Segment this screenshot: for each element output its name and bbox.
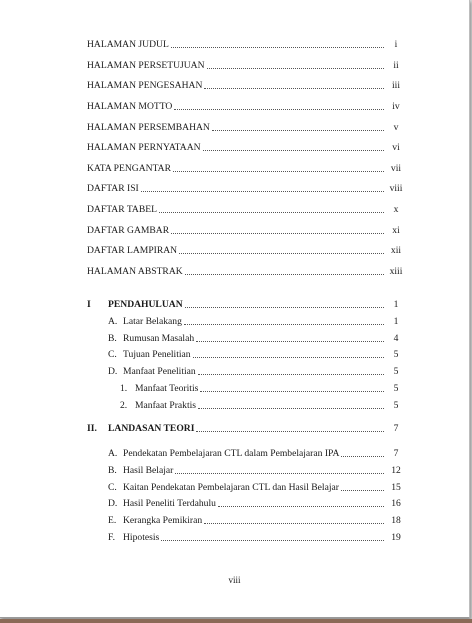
leader-dots <box>200 390 384 392</box>
toc-entry-page: iv <box>392 101 400 112</box>
toc-entry-title: DAFTAR ISI <box>87 183 139 194</box>
subsection-title: Manfaat Praktis <box>135 400 197 411</box>
leader-dots <box>174 108 384 110</box>
toc-entry-halaman-persembahan[interactable] <box>87 120 405 134</box>
section-page: 16 <box>391 498 401 509</box>
toc-entry-page: x <box>393 204 399 215</box>
toc-section-2c[interactable] <box>108 480 405 494</box>
section-page: 12 <box>391 465 401 476</box>
toc-entry-page: v <box>393 122 399 133</box>
leader-dots <box>198 373 384 375</box>
leader-dots <box>196 430 384 432</box>
toc-section-1c[interactable] <box>108 347 405 361</box>
chapter-title: PENDAHULUAN <box>108 299 183 310</box>
toc-entry-page: i <box>394 39 398 50</box>
section-title: Hipotesis <box>123 532 160 543</box>
toc-section-1d[interactable] <box>108 364 405 378</box>
section-letter: A. <box>108 316 118 327</box>
toc-entry-daftar-lampiran[interactable] <box>87 243 405 257</box>
toc-entry-daftar-tabel[interactable] <box>87 202 405 216</box>
toc-entry-title: HALAMAN PERSETUJUAN <box>87 60 205 71</box>
leader-dots <box>185 306 384 308</box>
toc-entry-kata-pengantar[interactable] <box>87 161 405 175</box>
toc-entry-halaman-abstrak[interactable] <box>87 264 405 278</box>
toc-entry-title: HALAMAN MOTTO <box>87 101 173 112</box>
toc-entry-page: iii <box>392 80 400 91</box>
section-page: 4 <box>393 333 399 344</box>
toc-section-1b[interactable] <box>108 331 405 345</box>
toc-entry-page: viii <box>389 183 403 194</box>
section-page: 5 <box>393 366 399 377</box>
section-page: 19 <box>391 532 401 543</box>
toc-subsection-1d1[interactable] <box>120 381 405 395</box>
toc-entry-page: vii <box>390 163 402 174</box>
leader-dots <box>171 232 384 234</box>
subsection-number: 2. <box>120 400 128 411</box>
leader-dots <box>161 539 384 541</box>
toc-entry-page: xi <box>392 225 400 236</box>
subsection-title: Manfaat Teoritis <box>135 383 199 394</box>
toc-entry-title: DAFTAR GAMBAR <box>87 225 170 236</box>
chapter-title: LANDASAN TEORI <box>108 423 195 434</box>
leader-dots <box>184 323 384 325</box>
section-letter: D. <box>108 498 118 509</box>
section-letter: A. <box>108 448 118 459</box>
section-page: 18 <box>391 515 401 526</box>
toc-chapter-2[interactable] <box>87 421 405 435</box>
toc-entry-title: DAFTAR LAMPIRAN <box>87 245 178 256</box>
section-page: 1 <box>393 316 399 327</box>
leader-dots <box>185 273 384 275</box>
toc-entry-daftar-gambar[interactable] <box>87 223 405 237</box>
section-letter: C. <box>108 482 117 493</box>
leader-dots <box>173 170 384 172</box>
chapter-number: I <box>87 299 91 310</box>
section-letter: B. <box>108 465 117 476</box>
leader-dots <box>203 149 384 151</box>
toc-entry-page: vi <box>392 142 400 153</box>
leader-dots <box>204 87 384 89</box>
toc-chapter-1[interactable] <box>87 297 405 311</box>
leader-dots <box>198 407 384 409</box>
section-page: 5 <box>393 349 399 360</box>
section-title: Pendekatan Pembelajaran CTL dalam Pembelajaran IPA <box>123 448 340 459</box>
section-letter: F. <box>108 532 115 543</box>
leader-dots <box>179 252 384 254</box>
section-letter: B. <box>108 333 117 344</box>
leader-dots <box>175 472 384 474</box>
section-letter: E. <box>108 515 117 526</box>
toc-entry-halaman-pernyataan[interactable] <box>87 140 405 154</box>
toc-entry-halaman-judul[interactable] <box>87 37 405 51</box>
leader-dots <box>204 522 384 524</box>
subsection-number: 1. <box>120 383 128 394</box>
chapter-number: II. <box>87 423 97 434</box>
toc-entry-page: xiii <box>389 266 403 277</box>
toc-entry-page: xii <box>390 245 402 256</box>
section-page: 15 <box>391 482 401 493</box>
toc-section-2e[interactable] <box>108 513 405 527</box>
section-title: Kerangka Pemikiran <box>123 515 203 526</box>
leader-dots <box>341 455 384 457</box>
leader-dots <box>159 211 384 213</box>
toc-section-2a[interactable] <box>108 446 405 460</box>
chapter-page: 1 <box>393 299 399 310</box>
toc-subsection-1d2[interactable] <box>120 398 405 412</box>
section-title: Hasil Belajar <box>123 465 174 476</box>
desk-edge <box>0 619 472 623</box>
toc-entry-page: ii <box>393 60 399 71</box>
toc-entry-title: DAFTAR TABEL <box>87 204 157 215</box>
section-title: Latar Belakang <box>123 316 182 327</box>
toc-section-2d[interactable] <box>108 496 405 510</box>
leader-dots <box>218 505 384 507</box>
section-title: Kaitan Pendekatan Pembelajaran CTL dan Hasil Belajar <box>123 482 339 493</box>
section-title: Tujuan Penelitian <box>123 349 191 360</box>
leader-dots <box>171 46 384 48</box>
subsection-page: 5 <box>393 383 399 394</box>
section-letter: C. <box>108 349 117 360</box>
leader-dots <box>341 489 384 491</box>
page-number-footer: viii <box>228 575 241 585</box>
toc-entry-title: HALAMAN PENGESAHAN <box>87 80 203 91</box>
toc-entry-daftar-isi[interactable] <box>87 181 405 195</box>
toc-entry-title: HALAMAN ABSTRAK <box>87 266 183 277</box>
toc-entry-title: HALAMAN PERSEMBAHAN <box>87 122 210 133</box>
toc-entry-halaman-pengesahan[interactable] <box>87 78 405 92</box>
leader-dots <box>207 67 384 69</box>
section-title: Hasil Peneliti Terdahulu <box>123 498 216 509</box>
section-title: Manfaat Penelitian <box>123 366 196 377</box>
chapter-page: 7 <box>393 423 399 434</box>
leader-dots <box>193 356 384 358</box>
toc-entry-title: HALAMAN JUDUL <box>87 39 169 50</box>
section-page: 7 <box>393 448 399 459</box>
leader-dots <box>212 129 384 131</box>
leader-dots <box>196 340 384 342</box>
section-title: Rumusan Masalah <box>123 333 195 344</box>
toc-section-2b[interactable] <box>108 463 405 477</box>
toc-entry-halaman-persetujuan[interactable] <box>87 58 405 72</box>
toc-section-1a[interactable] <box>108 314 405 328</box>
toc-entry-title: KATA PENGANTAR <box>87 163 172 174</box>
leader-dots <box>141 190 384 192</box>
subsection-page: 5 <box>393 400 399 411</box>
toc-entry-title: HALAMAN PERNYATAAN <box>87 142 201 153</box>
toc-section-2f[interactable] <box>108 530 405 544</box>
section-letter: D. <box>108 366 118 377</box>
toc-entry-halaman-motto[interactable] <box>87 99 405 113</box>
